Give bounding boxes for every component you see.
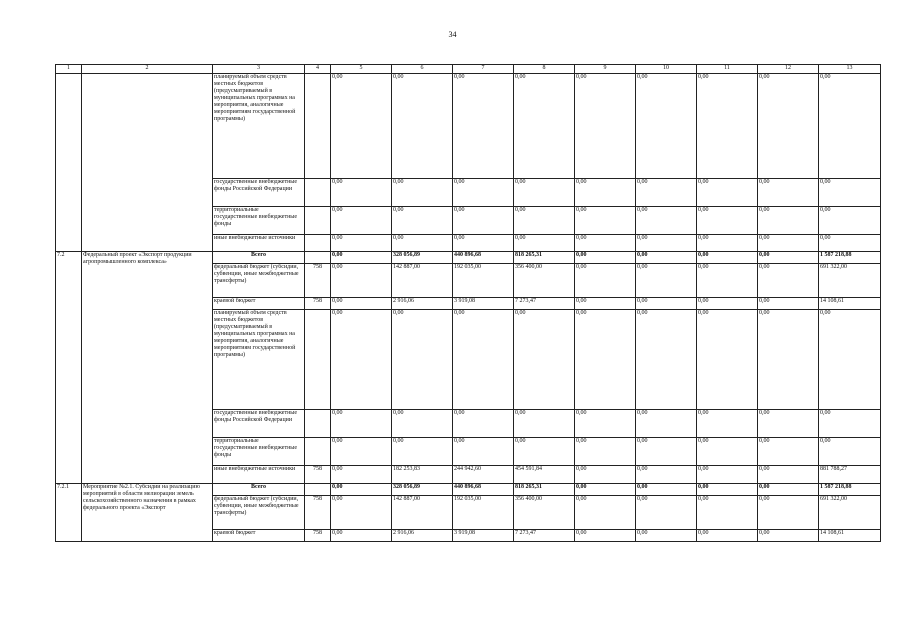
- value-cell: 192 035,00: [453, 264, 514, 298]
- value-cell: 0,00: [697, 310, 758, 410]
- source-cell: краевой бюджет: [213, 530, 305, 542]
- value-cell: 0,00: [392, 74, 453, 179]
- column-number: 6: [392, 65, 453, 74]
- value-cell: 0,00: [636, 466, 697, 484]
- source-cell: планируемый объем средств местных бюджетов (предусматриваемый в муниципальных программах на мероприятия, аналогичные мероприятиям государственной программы): [213, 310, 305, 410]
- value-cell: 0,00: [697, 410, 758, 438]
- value-cell: 0,00: [331, 74, 392, 179]
- value-cell: 0,00: [331, 298, 392, 310]
- column-number: 12: [758, 65, 819, 74]
- value-cell: 0,00: [331, 530, 392, 542]
- value-cell: 0,00: [575, 496, 636, 530]
- value-cell: 0,00: [697, 438, 758, 466]
- value-cell: 0,00: [392, 438, 453, 466]
- value-cell: 0,00: [331, 207, 392, 235]
- table-row: [56, 484, 881, 496]
- value-cell: 0,00: [636, 264, 697, 298]
- value-cell: 454 591,84: [514, 466, 575, 484]
- value-cell: 0,00: [514, 207, 575, 235]
- column-number: 13: [819, 65, 881, 74]
- value-cell: 0,00: [697, 466, 758, 484]
- value-cell: 0,00: [392, 410, 453, 438]
- column-number: 9: [575, 65, 636, 74]
- code-cell: [305, 207, 331, 235]
- value-cell: 0,00: [758, 410, 819, 438]
- value-cell: 0,00: [758, 310, 819, 410]
- value-cell: 0,00: [331, 252, 392, 264]
- row-name-cell: Федеральный проект «Экспорт продукции агропромышленного комплекса»: [82, 252, 213, 484]
- value-cell: 14 108,61: [819, 530, 881, 542]
- value-cell: 0,00: [392, 179, 453, 207]
- column-number: 10: [636, 65, 697, 74]
- column-number: 1: [56, 65, 82, 74]
- value-cell: 0,00: [392, 235, 453, 252]
- value-cell: 328 056,89: [392, 484, 453, 496]
- value-cell: 440 896,68: [453, 484, 514, 496]
- value-cell: 691 322,00: [819, 496, 881, 530]
- value-cell: 0,00: [575, 466, 636, 484]
- value-cell: 0,00: [758, 298, 819, 310]
- value-cell: 0,00: [819, 179, 881, 207]
- value-cell: 3 919,08: [453, 530, 514, 542]
- value-cell: 0,00: [514, 179, 575, 207]
- value-cell: 0,00: [758, 74, 819, 179]
- source-cell: федеральный бюджет (субсидии, субвенции, иные межбюджетные трансферты): [213, 264, 305, 298]
- value-cell: 0,00: [575, 310, 636, 410]
- source-cell: государственные внебюджетные фонды Российской Федерации: [213, 410, 305, 438]
- value-cell: 0,00: [575, 298, 636, 310]
- value-cell: 1 587 218,88: [819, 252, 881, 264]
- value-cell: 0,00: [636, 496, 697, 530]
- value-cell: 0,00: [636, 235, 697, 252]
- value-cell: 0,00: [758, 438, 819, 466]
- value-cell: 0,00: [453, 310, 514, 410]
- value-cell: 7 273,47: [514, 530, 575, 542]
- value-cell: 0,00: [636, 310, 697, 410]
- value-cell: 2 916,06: [392, 530, 453, 542]
- table-row: [56, 252, 881, 264]
- value-cell: 0,00: [331, 179, 392, 207]
- value-cell: 356 400,00: [514, 264, 575, 298]
- value-cell: 0,00: [758, 179, 819, 207]
- code-cell: [305, 410, 331, 438]
- value-cell: 0,00: [697, 496, 758, 530]
- value-cell: 0,00: [575, 179, 636, 207]
- value-cell: 0,00: [636, 252, 697, 264]
- column-number: 5: [331, 65, 392, 74]
- source-cell: планируемый объем средств местных бюджетов (предусматриваемый в муниципальных программах на мероприятия, аналогичные мероприятиям государственной программы): [213, 74, 305, 179]
- value-cell: 0,00: [453, 235, 514, 252]
- source-cell: краевой бюджет: [213, 298, 305, 310]
- value-cell: 1 587 218,88: [819, 484, 881, 496]
- value-cell: 691 322,00: [819, 264, 881, 298]
- source-cell: иные внебюджетные источники: [213, 235, 305, 252]
- row-name-cell: Мероприятие №2.1. Субсидии на реализацию мероприятий в области мелиорации земель сельскохозяйственного назначения в рамках федерального проекта «Экспорт: [82, 484, 213, 542]
- code-cell: [305, 484, 331, 496]
- value-cell: 0,00: [697, 74, 758, 179]
- value-cell: 0,00: [758, 264, 819, 298]
- value-cell: 0,00: [392, 207, 453, 235]
- value-cell: 0,00: [575, 438, 636, 466]
- table-body: [56, 65, 881, 542]
- value-cell: 0,00: [697, 252, 758, 264]
- source-cell: Всего: [213, 252, 305, 264]
- value-cell: 0,00: [575, 530, 636, 542]
- code-cell: [305, 310, 331, 410]
- source-cell: государственные внебюджетные фонды Российской Федерации: [213, 179, 305, 207]
- value-cell: 182 253,83: [392, 466, 453, 484]
- row-id-cell: 7.2: [56, 252, 82, 484]
- column-number: 3: [213, 65, 305, 74]
- value-cell: 0,00: [819, 310, 881, 410]
- value-cell: 0,00: [331, 410, 392, 438]
- value-cell: 0,00: [331, 496, 392, 530]
- value-cell: 0,00: [453, 410, 514, 438]
- value-cell: 0,00: [697, 264, 758, 298]
- value-cell: 0,00: [331, 438, 392, 466]
- value-cell: 0,00: [575, 235, 636, 252]
- value-cell: 0,00: [697, 530, 758, 542]
- value-cell: 0,00: [636, 484, 697, 496]
- value-cell: 0,00: [575, 252, 636, 264]
- value-cell: 0,00: [819, 438, 881, 466]
- value-cell: 0,00: [392, 310, 453, 410]
- value-cell: 0,00: [636, 530, 697, 542]
- value-cell: 0,00: [331, 264, 392, 298]
- value-cell: 818 265,31: [514, 252, 575, 264]
- value-cell: 192 035,00: [453, 496, 514, 530]
- table-row: [56, 74, 881, 179]
- value-cell: 0,00: [331, 235, 392, 252]
- budget-table: [55, 64, 881, 542]
- column-number: 7: [453, 65, 514, 74]
- value-cell: 142 887,00: [392, 496, 453, 530]
- value-cell: 0,00: [514, 438, 575, 466]
- column-number-row: [56, 65, 881, 74]
- value-cell: 440 896,68: [453, 252, 514, 264]
- value-cell: 0,00: [453, 207, 514, 235]
- value-cell: 0,00: [697, 235, 758, 252]
- value-cell: 0,00: [758, 530, 819, 542]
- value-cell: 0,00: [636, 298, 697, 310]
- value-cell: 0,00: [575, 264, 636, 298]
- column-number: 2: [82, 65, 213, 74]
- value-cell: 0,00: [758, 466, 819, 484]
- value-cell: 0,00: [514, 235, 575, 252]
- value-cell: 0,00: [758, 252, 819, 264]
- value-cell: 0,00: [697, 179, 758, 207]
- value-cell: 0,00: [514, 410, 575, 438]
- value-cell: 0,00: [819, 235, 881, 252]
- code-cell: [305, 438, 331, 466]
- code-cell: [305, 74, 331, 179]
- value-cell: 328 056,89: [392, 252, 453, 264]
- value-cell: 2 916,06: [392, 298, 453, 310]
- value-cell: 0,00: [697, 207, 758, 235]
- code-cell: 758: [305, 298, 331, 310]
- source-cell: территориальные государственные внебюджетные фонды: [213, 207, 305, 235]
- value-cell: 0,00: [331, 310, 392, 410]
- code-cell: [305, 179, 331, 207]
- source-cell: иные внебюджетные источники: [213, 466, 305, 484]
- value-cell: 0,00: [575, 410, 636, 438]
- value-cell: 881 788,27: [819, 466, 881, 484]
- source-cell: Всего: [213, 484, 305, 496]
- column-number: 11: [697, 65, 758, 74]
- value-cell: 3 919,08: [453, 298, 514, 310]
- column-number: 8: [514, 65, 575, 74]
- value-cell: 0,00: [636, 410, 697, 438]
- value-cell: 0,00: [636, 74, 697, 179]
- value-cell: 0,00: [819, 410, 881, 438]
- code-cell: [305, 235, 331, 252]
- value-cell: 0,00: [697, 484, 758, 496]
- row-name-cell: [82, 74, 213, 252]
- column-number: 4: [305, 65, 331, 74]
- page-number: 34: [448, 30, 457, 39]
- source-cell: федеральный бюджет (субсидии, субвенции, иные межбюджетные трансферты): [213, 496, 305, 530]
- value-cell: 818 265,31: [514, 484, 575, 496]
- value-cell: 142 887,00: [392, 264, 453, 298]
- value-cell: 0,00: [575, 207, 636, 235]
- value-cell: 0,00: [758, 496, 819, 530]
- value-cell: 0,00: [697, 298, 758, 310]
- row-id-cell: 7.2.1: [56, 484, 82, 542]
- value-cell: 0,00: [575, 484, 636, 496]
- row-id-cell: [56, 74, 82, 252]
- code-cell: [305, 252, 331, 264]
- value-cell: 0,00: [636, 179, 697, 207]
- value-cell: 0,00: [331, 484, 392, 496]
- code-cell: 758: [305, 466, 331, 484]
- value-cell: 0,00: [575, 74, 636, 179]
- value-cell: 0,00: [453, 179, 514, 207]
- value-cell: 0,00: [636, 207, 697, 235]
- value-cell: 0,00: [514, 310, 575, 410]
- value-cell: 0,00: [758, 207, 819, 235]
- value-cell: 0,00: [758, 235, 819, 252]
- code-cell: 758: [305, 496, 331, 530]
- source-cell: территориальные государственные внебюджетные фонды: [213, 438, 305, 466]
- code-cell: 758: [305, 264, 331, 298]
- value-cell: 0,00: [758, 484, 819, 496]
- value-cell: 0,00: [331, 466, 392, 484]
- value-cell: 0,00: [636, 438, 697, 466]
- value-cell: 0,00: [819, 74, 881, 179]
- value-cell: 356 400,00: [514, 496, 575, 530]
- value-cell: 0,00: [453, 438, 514, 466]
- value-cell: 244 942,60: [453, 466, 514, 484]
- value-cell: 14 108,61: [819, 298, 881, 310]
- value-cell: 0,00: [819, 207, 881, 235]
- value-cell: 7 273,47: [514, 298, 575, 310]
- code-cell: 758: [305, 530, 331, 542]
- value-cell: 0,00: [453, 74, 514, 179]
- value-cell: 0,00: [514, 74, 575, 179]
